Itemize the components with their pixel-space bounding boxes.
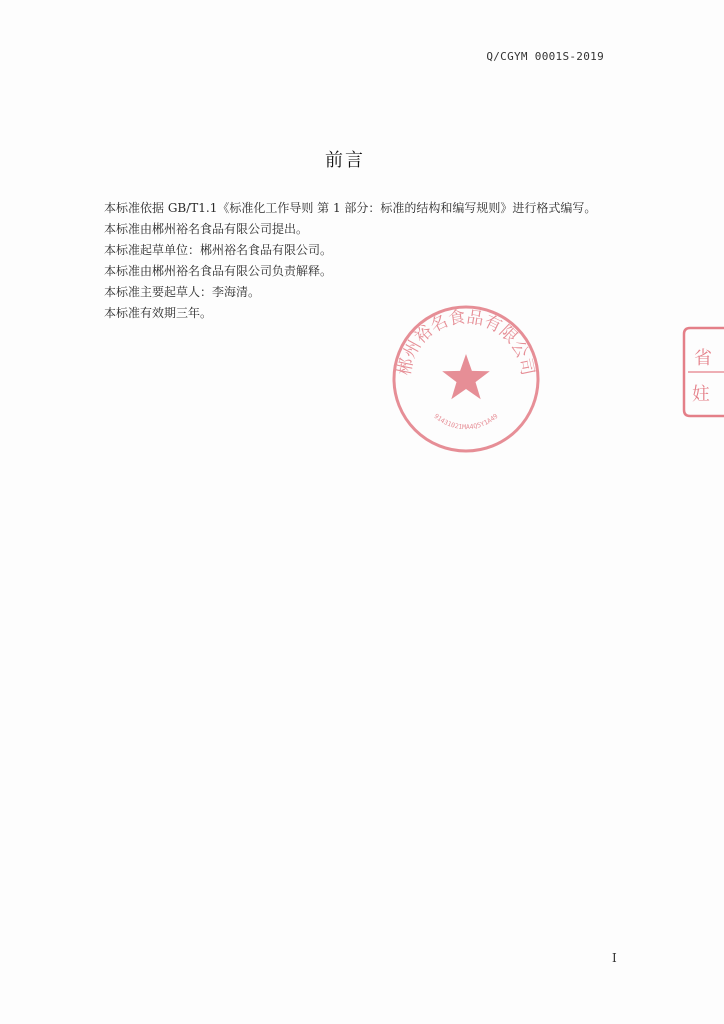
page-title: 前言 (325, 150, 365, 171)
seal-company-text: 郴州裕名食品有限公司 (394, 307, 538, 378)
document-code: Q/CGYM 0001S-2019 (486, 50, 604, 63)
partial-seal (680, 322, 724, 422)
preface-line: 本标准由郴州裕名食品有限公司提出。 (104, 222, 309, 236)
company-seal (391, 304, 541, 454)
preface-line: 本标准起草单位：郴州裕名食品有限公司。 (104, 243, 333, 257)
preface-line: 本标准由郴州裕名食品有限公司负责解释。 (104, 264, 333, 278)
page-number: I (612, 951, 617, 965)
seal-code-text: 91431021MA4Q5Y1A49 (432, 412, 500, 432)
preface-line: 本标准主要起草人：李海清。 (104, 285, 261, 299)
partial-seal-char: 妵 (692, 384, 710, 405)
preface-line: 本标准有效期三年。 (104, 306, 213, 320)
partial-seal-char: 省 (694, 348, 712, 369)
star-icon (442, 354, 490, 399)
preface-text (104, 198, 644, 324)
preface-line: 本标准依据 GB/T1.1《标准化工作导则 第 1 部分：标准的结构和编写规则》进行格式编写。 (104, 201, 597, 215)
